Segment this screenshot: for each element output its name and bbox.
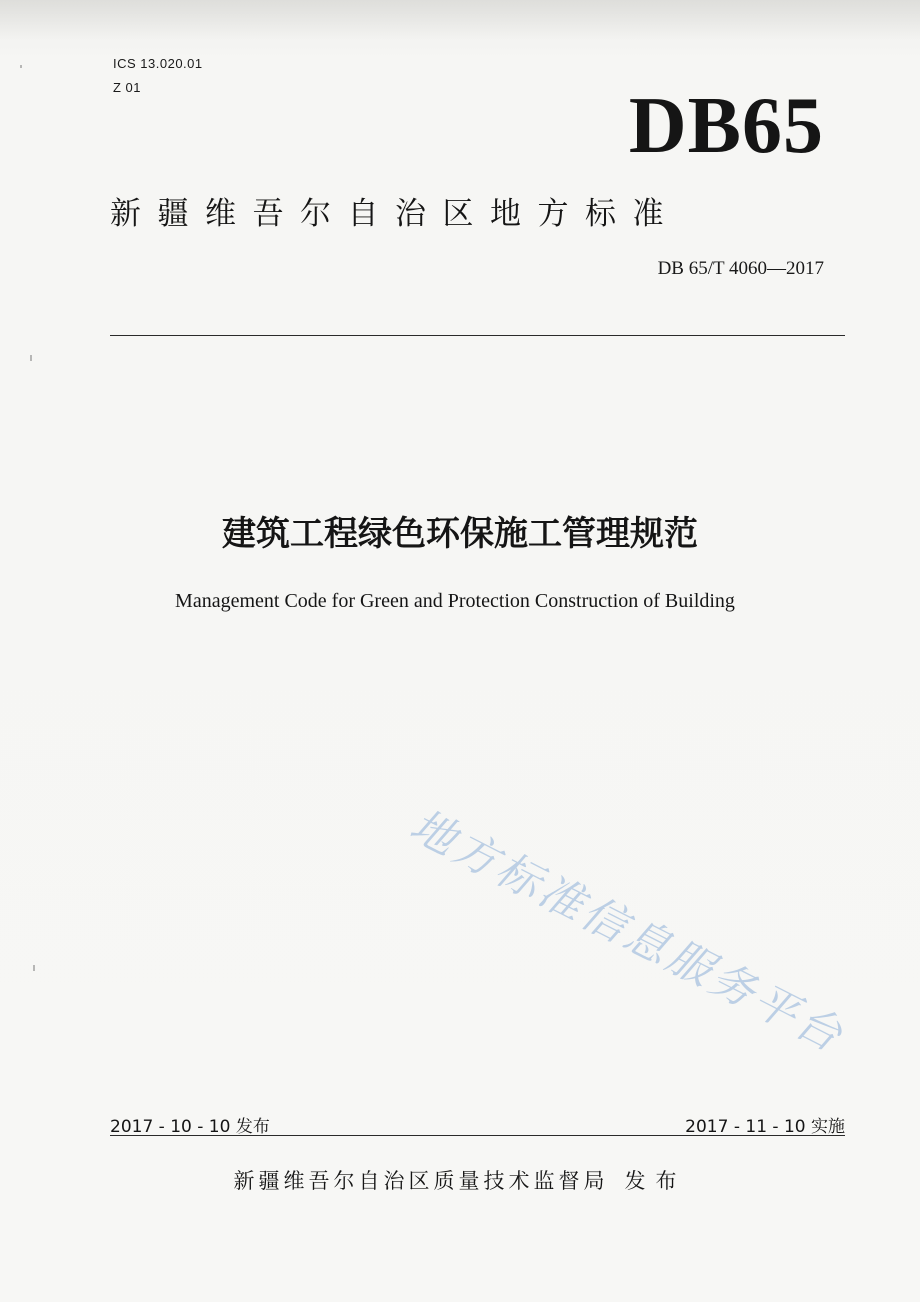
standard-type: 新疆维吾尔自治区地方标准 (110, 196, 680, 232)
scan-speck (30, 355, 32, 361)
implementation-date: 2017 - 11 - 10 实施 (685, 1117, 845, 1137)
publisher-action: 发布 (624, 1169, 687, 1193)
ccs-code: Z 01 (113, 80, 142, 95)
standard-number: DB 65/T 4060—2017 (657, 258, 824, 279)
watermark: 地方标准信息服务平台 (401, 799, 853, 1064)
issue-date: 2017 - 10 - 10 发布 (110, 1117, 270, 1137)
publisher-line (0, 1165, 920, 1195)
scan-speck (20, 65, 22, 68)
title-chinese: 建筑工程绿色环保施工管理规范 (222, 514, 698, 554)
db-logo: DB65 (628, 82, 824, 170)
ics-code: ICS 13.020.01 (113, 56, 203, 71)
scan-shadow (0, 0, 920, 40)
bottom-divider (110, 1135, 845, 1136)
title-english: Management Code for Green and Protection Construction of Building (175, 590, 735, 612)
top-divider (110, 335, 845, 336)
scan-speck (33, 965, 35, 971)
publisher-organization: 新疆维吾尔自治区质量技术监督局 (233, 1169, 609, 1193)
